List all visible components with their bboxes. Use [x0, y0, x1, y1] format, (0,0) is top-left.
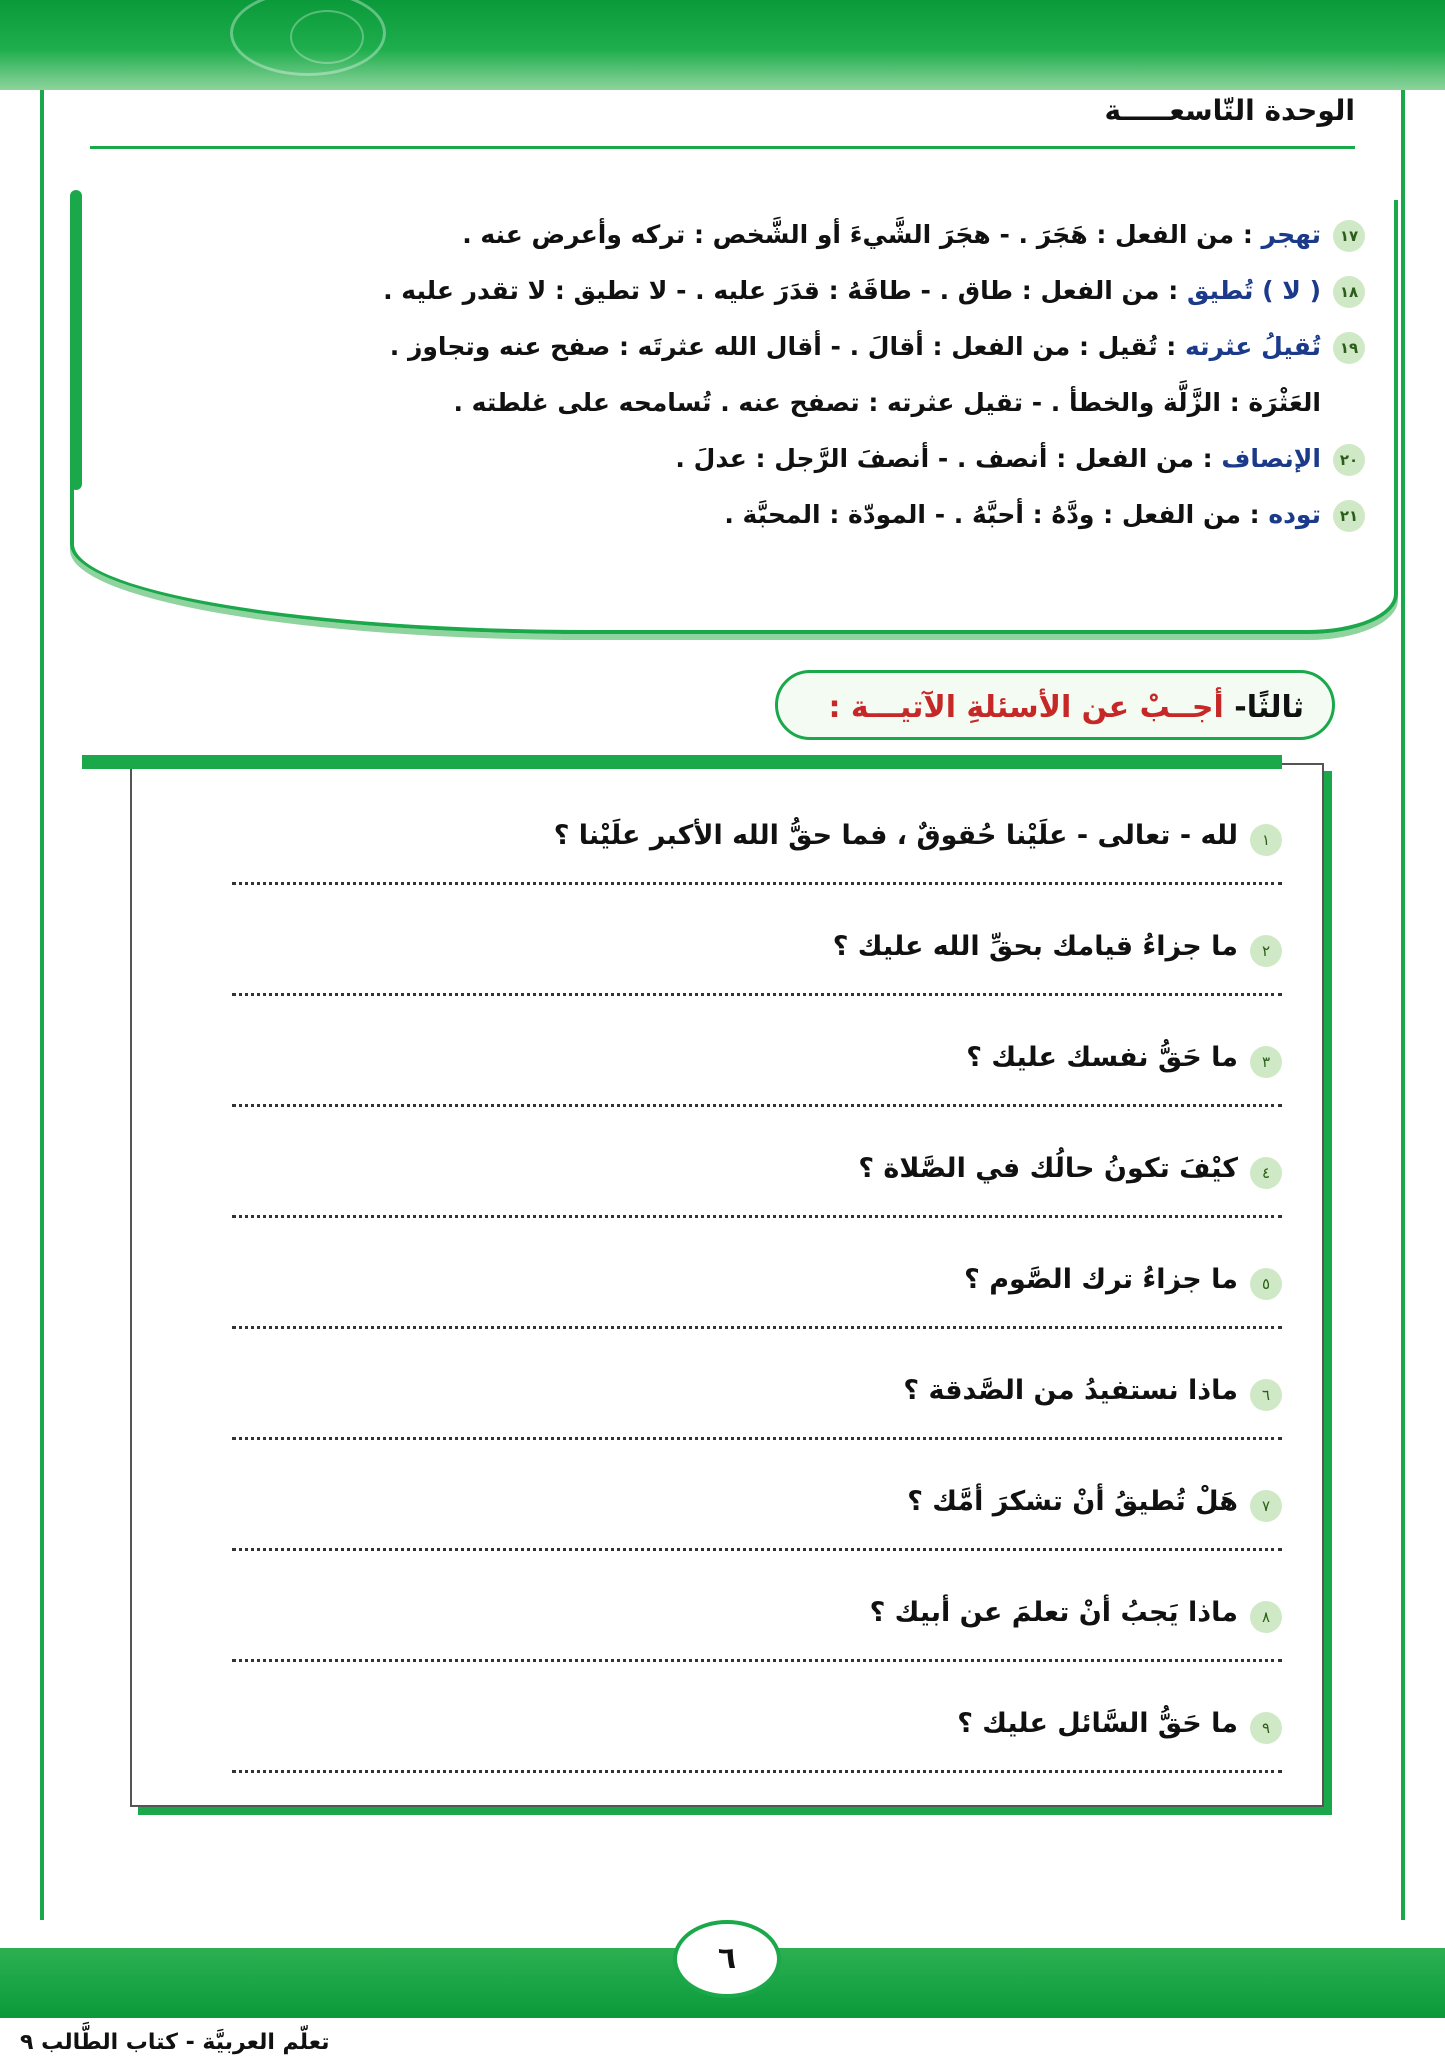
- page-border-right: [1401, 90, 1405, 1920]
- vocab-term: توده: [1268, 500, 1321, 529]
- vocab-number: ٢١: [1333, 500, 1365, 532]
- vocab-number: ٢٠: [1333, 444, 1365, 476]
- unit-title-rule: [90, 146, 1355, 149]
- question-item: [202, 1708, 1282, 1819]
- vocab-row-continuation: [165, 388, 1365, 444]
- vocab-row: [165, 444, 1365, 500]
- answer-line[interactable]: [232, 870, 1282, 885]
- vocab-definition: العَثْرَة : الزَّلَّة والخطأ . - تقيل عثرته : تصفح عنه . تُسامحه على غلطته .: [453, 388, 1321, 417]
- answer-line[interactable]: [232, 1203, 1282, 1218]
- question-item: [202, 1375, 1282, 1486]
- vocab-definition: : من الفعل : ودَّهُ : أحبَّهُ . - المودّة : المحبَّة .: [724, 500, 1269, 529]
- vocab-row: [165, 276, 1365, 332]
- vocab-definition: : من الفعل : هَجَرَ . - هجَرَ الشَّيءَ أو الشَّخص : تركه وأعرض عنه .: [462, 220, 1262, 249]
- question-number: ٩: [1250, 1712, 1282, 1744]
- question-number: ١: [1250, 824, 1282, 856]
- question-number: ٨: [1250, 1601, 1282, 1633]
- vocabulary-list: [165, 220, 1365, 556]
- section-number: ثالثًا-: [1223, 690, 1304, 725]
- unit-title: الوحدة التّاسعـــــة: [1104, 94, 1355, 127]
- question-item: [202, 1264, 1282, 1375]
- questions-box-bar: [82, 755, 1282, 769]
- vocab-term: الإنصاف: [1221, 444, 1321, 473]
- question-text: هَلْ تُطيقُ أنْ تشكرَ أمَّك ؟: [907, 1486, 1238, 1517]
- questions-box: [130, 763, 1324, 1807]
- question-item: [202, 1042, 1282, 1153]
- question-number: ٧: [1250, 1490, 1282, 1522]
- answer-line[interactable]: [232, 1314, 1282, 1329]
- page-number: ٦: [673, 1920, 781, 1998]
- vocab-number: ١٧: [1333, 220, 1365, 252]
- page-border-left: [40, 90, 44, 1920]
- vocab-definition: : تُقيل : من الفعل : أقالَ . - أقال الله عثرتَه : صفح عنه وتجاوز .: [389, 332, 1185, 361]
- answer-line[interactable]: [232, 1092, 1282, 1107]
- question-item: [202, 931, 1282, 1042]
- question-text: ما حَقُّ نفسك عليك ؟: [966, 1042, 1238, 1073]
- header-band: [0, 0, 1445, 90]
- question-text: ما جزاءُ ترك الصَّوم ؟: [964, 1264, 1238, 1295]
- answer-line[interactable]: [232, 1647, 1282, 1662]
- question-number: ٦: [1250, 1379, 1282, 1411]
- question-item: [202, 820, 1282, 931]
- question-number: ٢: [1250, 935, 1282, 967]
- question-number: ٤: [1250, 1157, 1282, 1189]
- question-text: ماذا يَجبُ أنْ تعلمَ عن أبيك ؟: [869, 1597, 1238, 1628]
- vocab-definition: : من الفعل : أنصف . - أنصفَ الرَّجل : عدلَ .: [675, 444, 1222, 473]
- question-number: ٥: [1250, 1268, 1282, 1300]
- answer-line[interactable]: [232, 1425, 1282, 1440]
- question-text: ماذا نستفيدُ من الصَّدقة ؟: [903, 1375, 1238, 1406]
- question-text: كيْفَ تكونُ حالُك في الصَّلاة ؟: [858, 1153, 1238, 1184]
- question-item: [202, 1486, 1282, 1597]
- vocab-number: ١٨: [1333, 276, 1365, 308]
- vocabulary-box-bar: [70, 190, 82, 490]
- answer-line[interactable]: [232, 1536, 1282, 1551]
- book-title: تعلّم العربيَّة - كتاب الطَّالب ٩: [20, 2030, 330, 2055]
- vocab-row: [165, 332, 1365, 388]
- vocab-definition: : من الفعل : طاق . - طاقَهُ : قدَرَ عليه . - لا تطيق : لا تقدر عليه .: [383, 276, 1187, 305]
- question-text: ما جزاءُ قيامك بحقِّ الله عليك ؟: [832, 931, 1238, 962]
- question-text: لله - تعالى - علَيْنا حُقوقٌ ، فما حقُّ الله الأكبر علَيْنا ؟: [553, 820, 1238, 851]
- section-heading: [775, 670, 1335, 740]
- vocab-term: ( لا ) تُطيق: [1186, 276, 1321, 305]
- question-number: ٣: [1250, 1046, 1282, 1078]
- section-title: أجــبْ عن الأسئلةِ الآتيـــة :: [828, 690, 1224, 725]
- vocab-number: ١٩: [1333, 332, 1365, 364]
- question-item: [202, 1597, 1282, 1708]
- question-item: [202, 1153, 1282, 1264]
- vocab-row: [165, 500, 1365, 556]
- answer-line[interactable]: [232, 981, 1282, 996]
- vocab-term: تهجر: [1261, 220, 1321, 249]
- ornament-swirl-inner: [290, 10, 364, 64]
- question-text: ما حَقُّ السَّائل عليك ؟: [957, 1708, 1238, 1739]
- answer-line[interactable]: [232, 1758, 1282, 1773]
- vocab-term: تُقيلُ عثرته: [1185, 332, 1321, 361]
- vocab-row: [165, 220, 1365, 276]
- question-list: [202, 820, 1282, 1819]
